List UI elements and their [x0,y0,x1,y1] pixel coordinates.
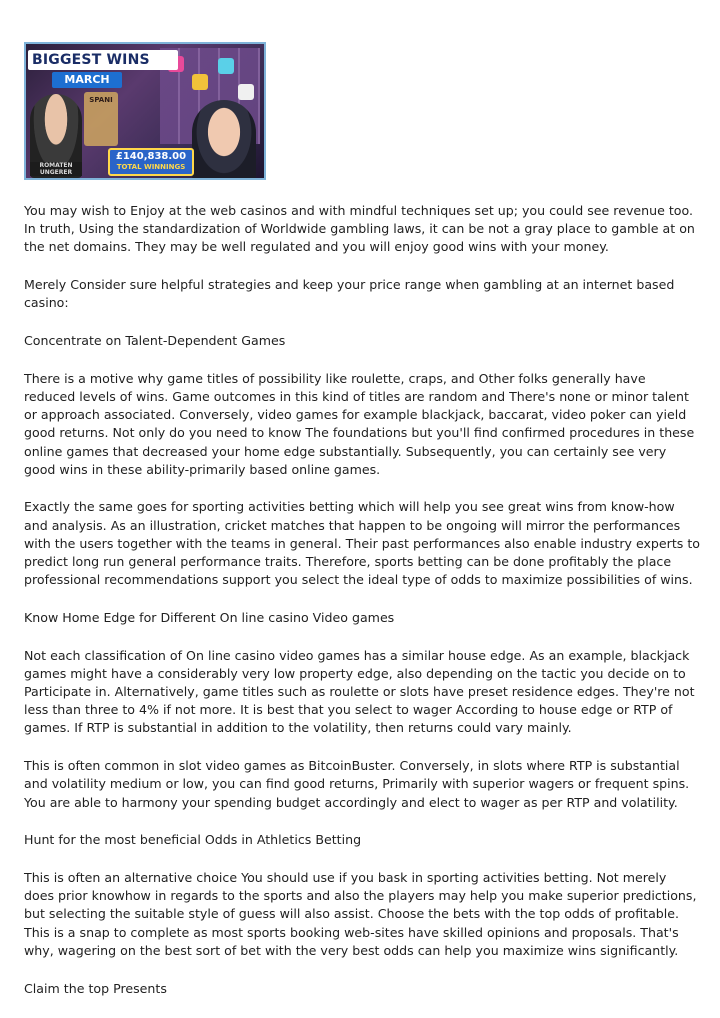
paragraph: This is often an alternative choice You should use if you bask in sporting activities betting. Not merely does prior knowhow in regards to the sports and also the players may help you make superior predictions, but selecting the suitable style of guess will also assist. Choose the bets with the top odds of profitable. This is a snap to complete as most sports booking web-sites have skilled opinions and proposals. That's why, wagering on the best sort of bet with the very best odds can help you maximize wins significantly. [24,869,697,958]
section-heading: Claim the top Presents [24,980,167,996]
thumbnail-subtitle: MARCH [64,73,110,86]
paragraph: Not each classification of On line casino video games has a similar house edge. As an example, blackjack games might have a considerably very low property edge, also depending on the tactic you decide on to Participate in. Alternatively, game titles such as roulette or slots have preset residence edges. They're not less than three to 4% if not more. It is best that you select to wager According to house edge or RTP of games. If RTP is substantial in addition to the volatility, then returns could vary mainly. [24,647,695,736]
corner-tag-text: ROMATEN UNGERER [39,162,73,176]
winnings-label: TOTAL WINNINGS [116,163,186,171]
thumbnail-subtitle-badge [52,72,122,88]
section-heading: Concentrate on Talent-Dependent Games [24,333,286,349]
winnings-badge [108,148,194,176]
casino-wins-thumbnail[interactable] [24,42,266,180]
corner-tag [30,162,82,176]
bonus-card [84,92,118,146]
paragraph: Exactly the same goes for sporting activities betting which will help you see great wins from know-how and analysis. As an illustration, cricket matches that happen to be ongoing will mirror the performances with the users together with the teams in general. Their past performances also enable industry experts to predict long run general performance traits. Therefore, sports betting can be done profitably the place professional recommendations support you select the ideal type of odds to maximize possibilities of wins. [24,499,700,588]
section-heading: Hunt for the most beneficial Odds in Athletics Betting [24,832,362,848]
winnings-amount: £140,838.00 [115,151,187,162]
article-body [24,202,700,998]
slot-symbol [238,84,254,100]
thumbnail-title-banner [28,50,178,70]
section-heading: Know Home Edge for Different On line casino Video games [24,609,395,625]
streamer-right-image [192,100,256,180]
paragraph: You may wish to Enjoy at the web casinos and with mindful techniques set up; you could see revenue too. In truth, Using the standardization of Worldwide gambling laws, it can be not a gray place to gamble at on the net domains. They may be well regulated and you will enjoy good wins with your money. [24,203,695,255]
article [24,42,700,1017]
paragraph: This is often common in slot video games as BitcoinBuster. Conversely, in slots where RTP is substantial and volatility medium or low, you can find good returns, Primarily with superior wagers or frequent spins. You are able to harmony your spending budget accordingly and elect to wager as per RTP and volatility. [24,758,690,810]
slot-symbol [218,58,234,74]
thumbnail-title: BIGGEST WINS [32,52,150,68]
bonus-card-text: SPANI [89,96,113,104]
paragraph: Merely Consider sure helpful strategies and keep your price range when gambling at an internet based casino: [24,277,675,311]
slot-symbol [192,74,208,90]
paragraph: There is a motive why game titles of possibility like roulette, craps, and Other folks generally have reduced levels of wins. Game outcomes in this kind of titles are random and There's none or minor talent or approach associated. Conversely, video games for example blackjack, baccarat, video poker can yield good returns. Not only do you need to know The foundations but you'll find confirmed procedures in these online games that decreased your home edge substantially. Subsequently, you can certainly see very good wins in these ability-primarily based online games. [24,370,695,477]
